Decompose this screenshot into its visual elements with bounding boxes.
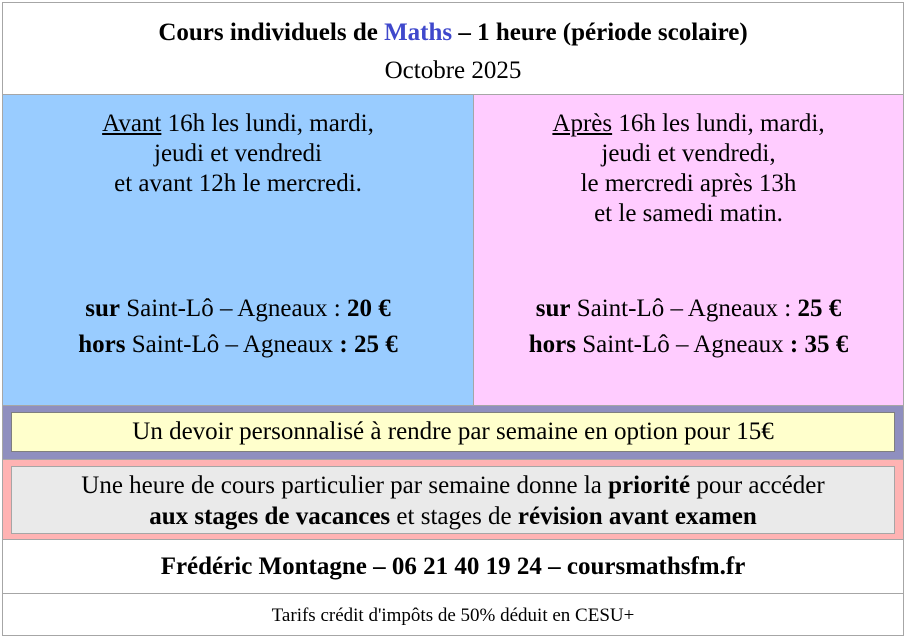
priority-notice xyxy=(11,466,895,534)
before-schedule-line-1 xyxy=(3,109,473,139)
holiday-courses-keyword: aux stages de vacances xyxy=(149,503,391,530)
title-subject: Maths xyxy=(384,19,453,46)
priority-line-1-end: pour accéder xyxy=(690,472,825,499)
after-column xyxy=(474,95,903,405)
before-line-1-text: 16h les lundi, mardi, xyxy=(161,110,374,137)
pricing-columns xyxy=(3,95,903,405)
flyer xyxy=(2,2,904,636)
before-prices xyxy=(3,291,473,363)
priority-keyword: priorité xyxy=(608,472,691,499)
after-price-local xyxy=(474,291,903,327)
before-keyword: Avant xyxy=(102,110,162,137)
before-price-local-keyword: sur xyxy=(85,295,120,322)
before-price-outside-label: Saint-Lô – Agneaux xyxy=(125,331,340,358)
before-price-outside-keyword: hors xyxy=(78,331,126,358)
before-price-outside-value: : 25 € xyxy=(339,331,398,358)
after-schedule-line-1 xyxy=(474,109,903,139)
before-price-local-label: Saint-Lô – Agneaux : xyxy=(119,295,348,322)
page-title xyxy=(3,17,903,49)
homework-option: Un devoir personnalisé à rendre par semaine en option pour 15€ xyxy=(11,412,895,452)
title-prefix: Cours individuels de xyxy=(158,19,385,46)
priority-line-1-start: Une heure de cours particulier par semaine donne la xyxy=(81,472,609,499)
before-price-outside xyxy=(3,327,473,363)
priority-line-2-middle: et stages de xyxy=(390,503,518,530)
before-price-local xyxy=(3,291,473,327)
after-schedule xyxy=(474,109,903,229)
after-schedule-line-4: et le samedi matin. xyxy=(594,200,783,227)
after-keyword: Après xyxy=(552,110,613,137)
priority-line-2 xyxy=(12,501,894,532)
after-price-local-label: Saint-Lô – Agneaux : xyxy=(570,295,798,322)
after-price-outside-keyword: hors xyxy=(528,331,577,358)
after-schedule-line-2: jeudi et vendredi, xyxy=(601,140,776,167)
after-price-outside xyxy=(474,327,903,363)
after-line-1-text: 16h les lundi, mardi, xyxy=(612,110,825,137)
exam-revision-keyword: révision avant examen xyxy=(517,503,757,530)
before-column xyxy=(3,95,474,405)
before-schedule-line-2: jeudi et vendredi xyxy=(154,140,322,167)
priority-band xyxy=(3,459,903,539)
title-suffix: – 1 heure (période scolaire) xyxy=(452,19,748,46)
before-schedule-line-3: et avant 12h le mercredi. xyxy=(114,170,362,197)
tax-credit-note: Tarifs crédit d'impôts de 50% déduit en CESU+ xyxy=(3,593,903,637)
after-price-local-keyword: sur xyxy=(535,295,571,322)
title-section xyxy=(3,3,903,95)
after-prices xyxy=(474,291,903,363)
contact-line: Frédéric Montagne – 06 21 40 19 24 – coursmathsfm.fr xyxy=(3,539,903,593)
after-price-outside-label: Saint-Lô – Agneaux xyxy=(576,331,790,358)
page-subtitle: Octobre 2025 xyxy=(384,57,522,84)
option-band xyxy=(3,405,903,459)
before-schedule xyxy=(3,109,473,199)
after-price-local-value: 25 € xyxy=(797,295,842,322)
before-price-local-value: 20 € xyxy=(347,295,391,322)
priority-line-1 xyxy=(12,470,894,501)
after-schedule-line-3: le mercredi après 13h xyxy=(580,170,797,197)
after-price-outside-value: : 35 € xyxy=(789,331,849,358)
